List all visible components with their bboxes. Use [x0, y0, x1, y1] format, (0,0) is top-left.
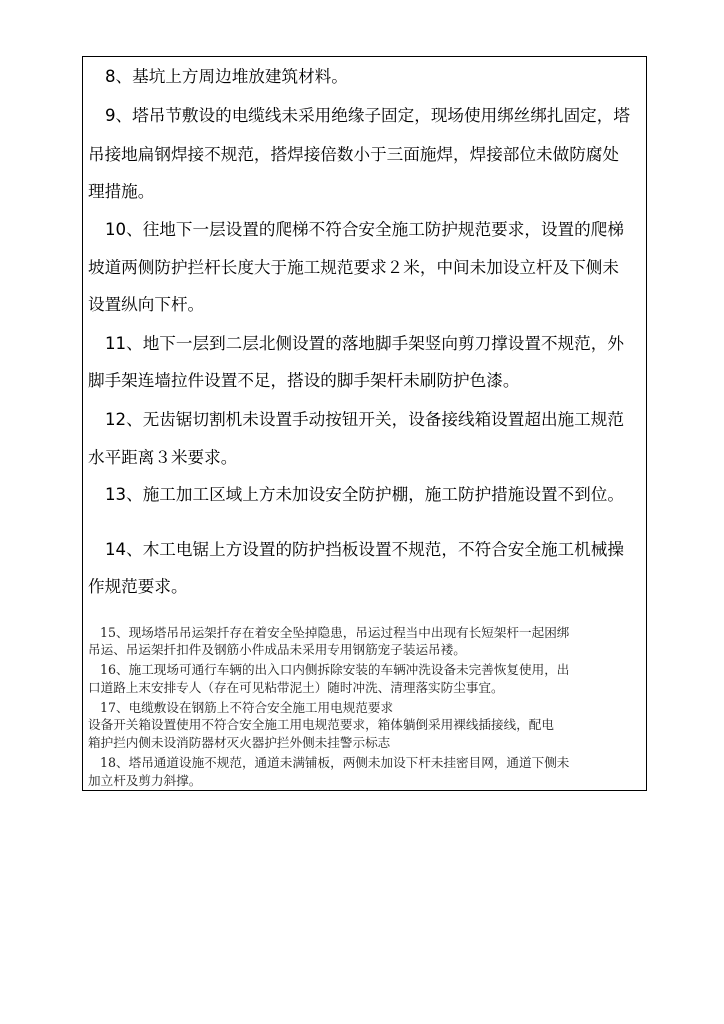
item-12-line-2: 水平距离３米要求。: [88, 448, 238, 467]
item-13-line-1: 13、施工加工区域上方未加设安全防护棚，施工防护措施设置不到位。: [105, 485, 624, 504]
item-9-line-1: 9、塔吊节敷设的电缆线未采用绝缘子固定，现场使用绑丝绑扎固定，塔: [105, 106, 630, 125]
item-11-line-2: 脚手架连墙拉件设置不足，搭设的脚手架杆未刷防护色漆。: [88, 371, 520, 390]
item-15-line-1: 15、现场塔吊吊运架扦存在着安全坠掉隐患，吊运过程当中出现有长短架杆一起困绑: [100, 625, 570, 640]
item-17-line-2: 设备开关箱设置使用不符合安全施工用电规范要求，箱体躺倒采用裸线插接线，配电: [88, 717, 554, 732]
item-14-line-2: 作规范要求。: [88, 577, 188, 596]
item-14-line-1: 14、木工电锯上方设置的防护挡板设置不规范，不符合安全施工机械操: [105, 540, 624, 559]
item-16-line-1: 16、施工现场可通行车辆的出入口内侧拆除安装的车辆冲洗设备未完善恢复使用，出: [100, 662, 570, 677]
item-18-line-1: 18、塔吊通道设施不规范，通道未满铺板，两侧未加设下杆未挂密目网，通道下侧未: [100, 755, 570, 770]
item-10-line-1: 10、往地下一层设置的爬梯不符合安全施工防护规范要求，设置的爬梯: [105, 220, 624, 239]
item-9-line-2: 吊接地扁钢焊接不规范，搭焊接倍数小于三面施焊，焊接部位未做防腐处: [88, 145, 619, 164]
item-15-line-2: 吊运、吊运架扦扣件及钢筋小件成品未采用专用钢筋宠子装运吊褛。: [88, 642, 466, 657]
item-18-line-2: 加立杆及剪力斜撑。: [88, 773, 202, 788]
item-17-line-3: 箱护拦内侧未设消防器材灭火器护拦外侧未挂警示标志: [88, 735, 391, 750]
item-16-line-2: 口道路上末安排专人（存在可见粘带泥土）随时冲洗、清理落实防尘事宜。: [88, 680, 504, 695]
item-10-line-3: 设置纵向下杆。: [88, 295, 205, 314]
item-17-line-1: 17、电缆敷设在钢筋上不符合安全施工用电规范要求: [100, 700, 394, 715]
item-12-line-1: 12、无齿锯切割机未设置手动按钮开关，设备接线箱设置超出施工规范: [105, 410, 624, 429]
item-9-line-3: 理措施。: [88, 182, 155, 201]
inspection-findings-table-cell: [82, 56, 647, 791]
item-10-line-2: 坡道两侧防护拦杆长度大于施工规范要求２米，中间未加设立杆及下侧未: [88, 258, 619, 277]
item-8-line-1: 8、基坑上方周边堆放建筑材料。: [105, 67, 348, 86]
item-11-line-1: 11、地下一层到二层北侧设置的落地脚手架竖向剪刀撑设置不规范，外: [105, 334, 624, 353]
